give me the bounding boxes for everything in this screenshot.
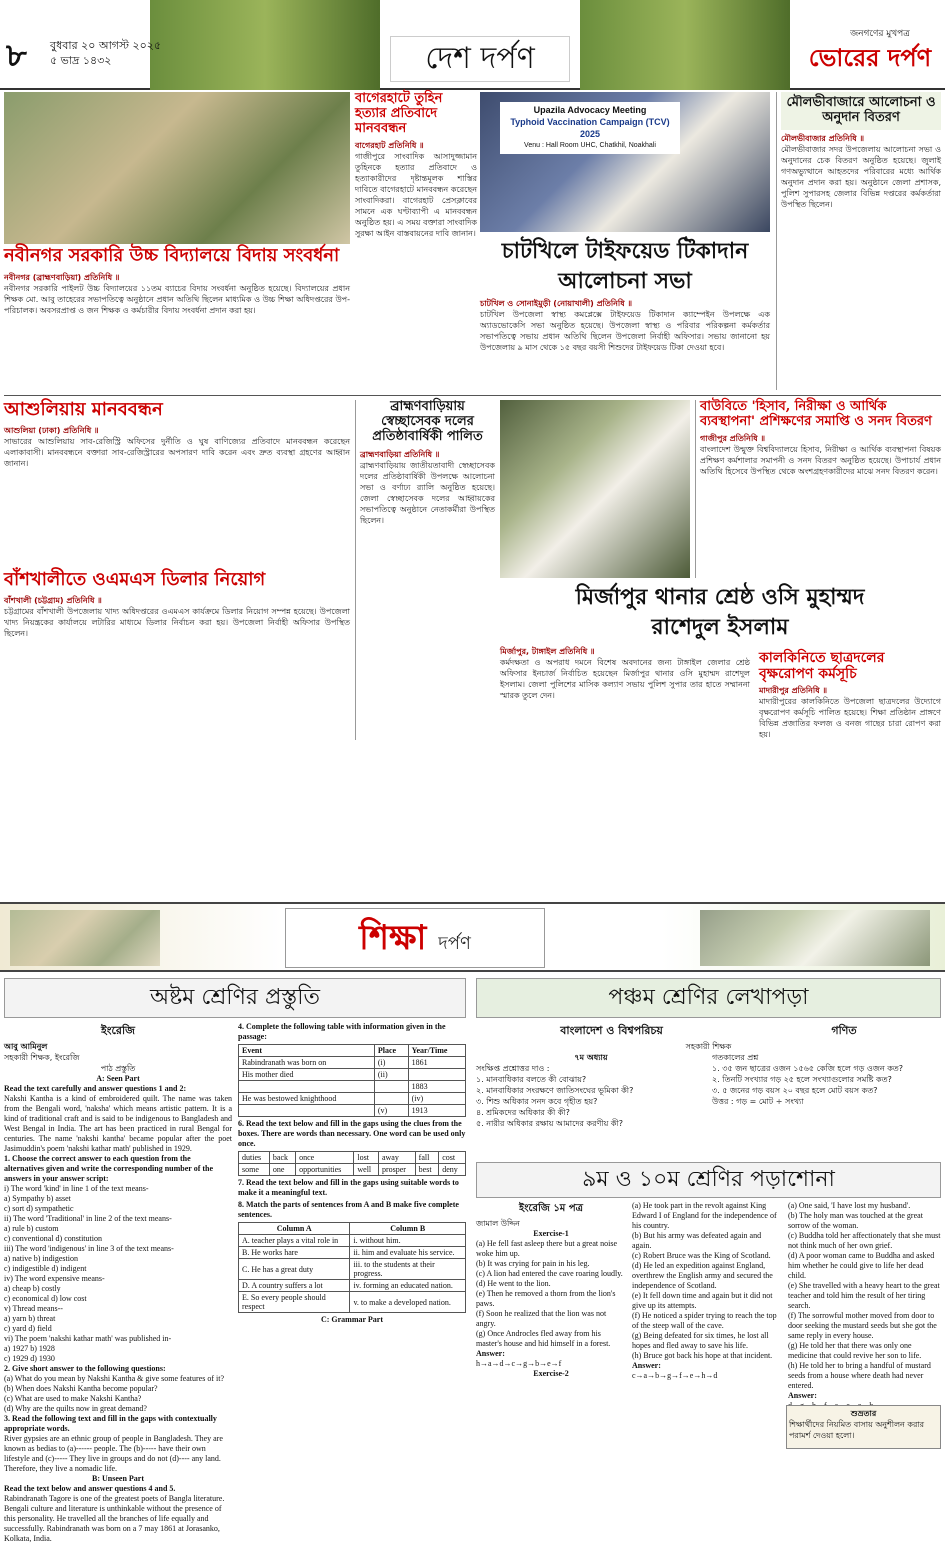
story2-byline: বাগেরহাট প্রতিনিধি ॥ xyxy=(355,140,424,150)
exercise-item: (d) He went to the lion. xyxy=(476,1279,551,1288)
story10 xyxy=(755,650,941,898)
word-box-cell: duties xyxy=(239,1152,270,1164)
education-section-title: শিক্ষা দর্পণ xyxy=(285,908,545,968)
class910-ex1-items xyxy=(476,1239,626,1349)
table-cell xyxy=(374,1081,408,1093)
answer2: c→a→b→g→f→e→h→d xyxy=(632,1371,718,1380)
class5-author: সহকারী শিক্ষক xyxy=(685,1042,732,1051)
table-row xyxy=(239,1081,466,1093)
class8-table xyxy=(238,1044,466,1117)
option-line: a) cheap b) costly xyxy=(4,1284,61,1293)
class5-item: ২. মানবাধিকার সংরক্ষণে জাতিসংঘের ভূমিকা কী? xyxy=(476,1086,634,1095)
story3-photo xyxy=(480,92,770,232)
exercise-item: (c) Buddha told her affectionately that she must not think much of her own grief. xyxy=(788,1231,941,1250)
masthead-photo-strip-right xyxy=(580,0,790,90)
class910-ex1: Exercise-1 xyxy=(533,1229,569,1238)
masthead-photo-strip-left xyxy=(150,0,380,90)
option-line: vi) The poem 'nakshi kathar math' was published in- xyxy=(4,1334,172,1343)
class910-answer1: h→a→d→c→g→b→e→f xyxy=(476,1359,562,1368)
table-cell xyxy=(408,1069,465,1081)
question-line: (b) When does Nakshi Kantha become popular? xyxy=(4,1384,158,1393)
option-line: c) 1929 d) 1930 xyxy=(4,1354,55,1363)
word-box-cell: prosper xyxy=(378,1164,415,1176)
class910-ex2: Exercise-2 xyxy=(533,1369,569,1378)
class910-answer1-label: Answer: xyxy=(476,1349,505,1358)
match-cell: ii. him and evaluate his service. xyxy=(350,1247,466,1259)
exercise-item: (c) A lion had entered the cave roaring loudly. xyxy=(476,1269,623,1278)
table-cell: (ii) xyxy=(374,1069,408,1081)
table-header-cell: Event xyxy=(239,1045,375,1057)
class8-section-b: B: Unseen Part xyxy=(92,1474,144,1483)
class910-author: জামাল উদ্দিন xyxy=(476,1219,520,1228)
story10-headline: কালকিনিতে ছাত্রদলের বৃক্ষরোপণ কর্মসূচি xyxy=(759,650,885,683)
story6-headline: বাঁশখালীতে ওএমএস ডিলার নিয়োগ xyxy=(4,569,266,590)
section-title: দেশ দর্পণ xyxy=(390,36,570,82)
story4-headline: মৌলভীবাজারে আলোচনা ও অনুদান বিতরণ xyxy=(781,92,941,130)
exercise-item: (b) It was crying for pain in his leg. xyxy=(476,1259,590,1268)
story7-body: ব্রাহ্মণবাড়িয়ায় জাতীয়তাবাদী স্বেচ্ছাসেবক দলের প্রতিষ্ঠাবার্ষিকী উপলক্ষে আলোচনা সভা ও বর্ণাঢ্য র‍্যালি অনুষ্ঠিত হয়েছে। জেলা স্বেচ্ছাসেবক দলের আহ্বায়কের সভাপতিত্বে অনুষ্ঠানে নেতাকর্মীরা উপস্থিত ছিলেন। xyxy=(360,460,495,525)
exercise-item: (h) He told her to bring a handful of mustard seeds from a house where death had never entered. xyxy=(788,1361,931,1390)
table-cell: (iv) xyxy=(408,1093,465,1105)
story3-headline: চাটখিলে টাইফয়েড টিকাদান আলোচনা সভা xyxy=(501,238,749,294)
option-line: c) conventional d) constitution xyxy=(4,1234,102,1243)
class5-item: ৫. নারীর অধিকার রক্ষায় আমাদের করণীয় কী? xyxy=(476,1119,623,1128)
table-cell xyxy=(239,1081,375,1093)
story9 xyxy=(695,400,941,578)
match-cell: v. to make a developed nation. xyxy=(350,1292,466,1313)
class8-author-role: সহকারী শিক্ষক, ইংরেজি xyxy=(4,1053,80,1062)
class5-math-item: গতকালের প্রশ্ন xyxy=(712,1053,759,1062)
exercise-item: (e) She travelled with a heavy heart to the great teacher and told him the result of her tiring search. xyxy=(788,1281,940,1310)
question-line: (c) What are used to make Nakshi Kantha? xyxy=(4,1394,142,1403)
story5-headline: আশুলিয়ায় মানববন্ধন xyxy=(4,399,163,420)
band-image-left xyxy=(10,910,160,966)
exercise-item: (e) It fell down time and again but it did not give up its attempts. xyxy=(632,1291,773,1310)
class8-q8: 8. Match the parts of sentences from A and B make five complete sentences. xyxy=(238,1200,459,1219)
class5-math-items xyxy=(712,1052,941,1129)
class5-math-item: ১. ৩৫ জন ছাত্রের ওজন ১৫৬৫ কেজি হলে গড় ওজন কত? xyxy=(712,1064,904,1073)
option-line: i) The word 'kind' in line 1 of the text means- xyxy=(4,1184,149,1193)
story8-headline: মির্জাপুর থানার শ্রেষ্ঠ ওসি মুহাম্মদ রাশেদুল ইসলাম xyxy=(575,584,865,640)
story5-byline: আশুলিয়া (ঢাকা) প্রতিনিধি ॥ xyxy=(4,425,99,435)
word-box-cell: back xyxy=(269,1152,295,1164)
class910-title: ৯ম ও ১০ম শ্রেণির পড়াশোনা xyxy=(476,1162,941,1198)
class8-q3-text: River gypsies are an ethnic group of people in Bangladesh. They are known as bedias to (a)------ people. The (b)----- have their own lifestyle and (c)----- They live in groups and do not (d)---- any land. Therefore, they live a nomadic life. xyxy=(4,1434,223,1473)
table-cell: 1883 xyxy=(408,1081,465,1093)
class8-q2: 2. Give short answer to the following questions: xyxy=(4,1364,166,1373)
word-box-cell: some xyxy=(239,1164,270,1176)
story5 xyxy=(4,400,350,568)
class8-q7: 7. Read the text below and fill in the gaps using suitable words to make it a meaningful text. xyxy=(238,1178,459,1197)
class5-math-item: ২. তিনটি সংখ্যার গড় ২৫ হলে সংখ্যাগুলোর সমষ্টি কত? xyxy=(712,1075,892,1084)
exercise-item: (f) The sorrowful mother moved from door to door seeking the mustard seeds but she got the same reply in every house. xyxy=(788,1311,937,1340)
exercise-item: (a) One said, 'I have lost my husband'. xyxy=(788,1201,911,1210)
option-line: c) economical d) low cost xyxy=(4,1294,87,1303)
option-line: a) Sympathy b) asset xyxy=(4,1194,71,1203)
class8-q1: Read the text carefully and answer questions 1 and 2: xyxy=(4,1084,187,1093)
class8-title: অষ্টম শ্রেণির প্রস্তুতি xyxy=(4,978,466,1018)
table-header-cell: Year/Time xyxy=(408,1045,465,1057)
class910-col-c xyxy=(788,1201,941,1411)
word-box-cell: well xyxy=(354,1164,379,1176)
class910-ex3-items xyxy=(788,1201,941,1391)
option-line: a) rule b) custom xyxy=(4,1224,59,1233)
option-line: c) indigestible d) indigent xyxy=(4,1264,87,1273)
story9-body: বাংলাদেশ উন্মুক্ত বিশ্ববিদ্যালয়ে হিসাব, নিরীক্ষা ও আর্থিক ব্যবস্থাপনা বিষয়ক প্রশিক্ষণ কর্মশালার সমাপনী ও সনদ বিতরণ অনুষ্ঠিত হয়েছে। উপাচার্য প্রধান অতিথি হিসেবে উপস্থিত থেকে অংশগ্রহণকারীদের মাঝে সনদ বিতরণ করেন। xyxy=(700,444,941,476)
class8-q6: 6. Read the text below and fill in the gaps using the clues from the boxes. There are words than necessary. One word can be used only once. xyxy=(238,1119,466,1148)
match-cell: A. teacher plays a vital role in xyxy=(239,1235,350,1247)
option-line: ii) The word 'Traditional' in line 2 of the text means- xyxy=(4,1214,172,1223)
class5-item: সংক্ষিপ্ত প্রশ্নোত্তর দাও : xyxy=(476,1064,550,1073)
table-cell: He was bestowed knighthood xyxy=(239,1093,375,1105)
page-number: ৮ xyxy=(6,36,27,74)
story4-body: মৌলভীবাজার সদর উপজেলায় আলোচনা সভা ও অনুদানের চেক বিতরণ অনুষ্ঠিত হয়েছে। জুলাই গণঅভ্যুত্থানে আহতদের পরিবারের মধ্যে আর্থিক অনুদান প্রদান করা হয়। অনুষ্ঠানে জেলা প্রশাসক, পুলিশ সুপারসহ জেলার বিভিন্ন দপ্তরের কর্মকর্তারা উপস্থিত ছিলেন। xyxy=(781,144,941,209)
story6 xyxy=(4,570,350,740)
class8-q4b: 4. Complete the following table with information given in the passage: xyxy=(238,1022,446,1041)
class8-section-a: A: Seen Part xyxy=(96,1074,140,1083)
notice-text: শিক্ষার্থীদের নিয়মিত বাসায় অনুশীলন করার পরামর্শ দেওয়া হলো। xyxy=(789,1420,925,1440)
match-cell: E. So every people should respect xyxy=(239,1292,350,1313)
class910-answer3-label: Answer: xyxy=(788,1391,817,1400)
story9-byline: গাজীপুর প্রতিনিধি ॥ xyxy=(700,433,766,443)
word-box-cell: best xyxy=(415,1164,439,1176)
story6-byline: বাঁশখালী (চট্টগ্রাম) প্রতিনিধি ॥ xyxy=(4,595,102,605)
class8-word-box xyxy=(238,1151,466,1176)
match-cell: iii. to the students at their progress. xyxy=(350,1259,466,1280)
story8-photo xyxy=(500,400,690,578)
notice-title: শুভ্রতার xyxy=(850,1409,877,1418)
class5-math-item: উত্তর : গড় = মোট ÷ সংখ্যা xyxy=(712,1097,804,1106)
exercise-item: (d) He led an expedition against England, overthrew the English army and secured the independence of Scotland. xyxy=(632,1261,773,1290)
word-box-cell: one xyxy=(269,1164,295,1176)
exercise-item: (b) But his army was defeated again and again. xyxy=(632,1231,762,1250)
option-line: a) native b) indigestion xyxy=(4,1254,78,1263)
match-cell: C. He has a great duty xyxy=(239,1259,350,1280)
class8-match-table xyxy=(238,1222,466,1313)
class8-q4-text: Rabindranath Tagore is one of the greatest poets of Bangla literature. Bengali culture and literature is unthinkable without the presence of this personality. He travelled all the branches of life equally and successfully. Rabindranath was born on a 7 may 1861 at Jorasanko, Kolkata, India. xyxy=(4,1494,225,1543)
table-cell: 1861 xyxy=(408,1057,465,1069)
match-cell: iv. forming an educated nation. xyxy=(350,1280,466,1292)
class5-subject1: বাংলাদেশ ও বিশ্বপরিচয় xyxy=(560,1024,663,1037)
class8-q2-items xyxy=(4,1374,232,1414)
table-cell: 1913 xyxy=(408,1105,465,1117)
class8-column xyxy=(4,978,466,1543)
table-cell: (v) xyxy=(374,1105,408,1117)
word-box-cell: opportunities xyxy=(296,1164,354,1176)
word-box-cell: fall xyxy=(415,1152,439,1164)
match-header-cell: Column B xyxy=(350,1223,466,1235)
table-cell: (i) xyxy=(374,1057,408,1069)
match-cell: D. A country suffers a lot xyxy=(239,1280,350,1292)
class5-subject2: গণিত xyxy=(831,1024,857,1037)
exercise-item: (e) Then he removed a thorn from the lion's paws. xyxy=(476,1289,616,1308)
table-row xyxy=(239,1093,466,1105)
story4-byline: মৌলভীবাজার প্রতিনিধি ॥ xyxy=(781,133,865,143)
class8-passage: Nakshi Kantha is a kind of embroidered quilt. The name was taken from the Bengali word, 'naksha' which means artistic pattern. It is a kind of traditional craft and is said to be indigenous to Bangladesh and West Bengal in India. The art has been practiced in rural Bengal for centuries. The name 'nakshi kantha' became popular after the poet Jasimuddin's poem 'nakshi kathar math' published in 1929. xyxy=(4,1094,232,1153)
class8-subject: ইংরেজি xyxy=(101,1024,135,1037)
table-row xyxy=(239,1069,466,1081)
class8-prep: পাঠ প্রস্তুতি xyxy=(100,1064,136,1073)
class5-item: ১. মানবাধিকার বলতে কী বোঝায়? xyxy=(476,1075,587,1084)
option-line: c) sort d) sympathetic xyxy=(4,1204,74,1213)
class5-col-a xyxy=(476,1052,706,1129)
divider xyxy=(4,395,941,396)
exercise-item: (b) The holy man was touched at the great sorrow of the woman. xyxy=(788,1211,923,1230)
match-header-cell: Column A xyxy=(239,1223,350,1235)
band-image-right xyxy=(700,910,930,966)
logo-tagline: জনগণের মুখপত্র xyxy=(850,29,910,39)
class910-subject: ইংরেজি ১ম পত্র xyxy=(519,1203,583,1214)
class8-q3: 3. Read the following text and fill in the gaps with contextually appropriate words. xyxy=(4,1414,217,1433)
story3-banner: Upazila Advocacy Meeting Typhoid Vaccination Campaign (TCV) 2025 Venu : Hall Room UHC, Chatkhil, Noakhali xyxy=(500,102,680,154)
class5-math-item: ৩. ৫ জনের গড় বয়স ২০ বছর হলে মোট বয়স কত? xyxy=(712,1086,878,1095)
question-line: (d) Why are the quilts now in great demand? xyxy=(4,1404,147,1413)
answer2-label: Answer: xyxy=(632,1361,661,1370)
table-header-cell: Place xyxy=(374,1045,408,1057)
question-line: (a) What do you mean by Nakshi Kantha & give some features of it? xyxy=(4,1374,225,1383)
table-cell: His mother died xyxy=(239,1069,375,1081)
class8-col-b xyxy=(238,1022,466,1544)
option-line: c) yard d) field xyxy=(4,1324,52,1333)
notice-box xyxy=(786,1405,941,1449)
class8-choose: 1. Choose the correct answer to each question from the alternatives given and write the corresponding number of the answers in your answer script: xyxy=(4,1154,214,1183)
class5-items xyxy=(476,1063,706,1129)
table-row xyxy=(239,1105,466,1117)
class8-grammar: C: Grammar Part xyxy=(320,1315,384,1324)
story4 xyxy=(776,92,941,390)
table-cell xyxy=(374,1093,408,1105)
table-cell: Rabindranath was born on xyxy=(239,1057,375,1069)
exercise-item: (g) Once Androcles fled away from his master's house and hid himself in a forest. xyxy=(476,1329,611,1348)
option-line: iv) The word expensive means- xyxy=(4,1274,105,1283)
exercise-item: (d) A poor woman came to Buddha and asked him whether he could give to life her dead child. xyxy=(788,1251,935,1280)
word-box-cell: once xyxy=(296,1152,354,1164)
exercise-item: (h) Bruce got back his hope at that incident. xyxy=(632,1351,773,1360)
class910-ex2-items xyxy=(632,1201,782,1411)
story1-headline: নবীনগর সরকারি উচ্চ বিদ্যালয়ে বিদায় সংবর্ধনা xyxy=(4,245,340,266)
class8-options xyxy=(4,1184,232,1364)
story2-headline: বাগেরহাটে তুহিন হত্যার প্রতিবাদে মানববন্ধন xyxy=(355,91,443,136)
exercise-item: (g) Being defeated for six times, he lost all hopes and fled away to save his life. xyxy=(632,1331,769,1350)
story9-headline: বাউবিতে 'হিসাব, নিরীক্ষা ও আর্থিক ব্যবস্থাপনা' প্রশিক্ষণের সমাপ্তি ও সনদ বিতরণ xyxy=(700,399,932,429)
class5-item: ৪. শ্রমিকদের অধিকার কী কী? xyxy=(476,1108,570,1117)
exercise-item: (f) Soon he realized that the lion was not angry. xyxy=(476,1309,607,1328)
story10-byline: মাদারীপুর প্রতিনিধি ॥ xyxy=(759,686,827,696)
class8-q4: Read the text below and answer questions 4 and 5. xyxy=(4,1484,176,1493)
exercise-item: (a) He took part in the revolt against King Edward I of England for the independence of his country. xyxy=(632,1201,777,1230)
exercise-item: (f) He noticed a spider trying to reach the top of the steep wall of the cave. xyxy=(632,1311,777,1330)
option-line: iii) The word 'indigenous' in line 3 of the text means- xyxy=(4,1244,174,1253)
option-line: a) 1927 b) 1928 xyxy=(4,1344,55,1353)
option-line: v) Thread means-- xyxy=(4,1304,63,1313)
table-row xyxy=(239,1057,466,1069)
exercise-item: (a) He fell fast asleep there but a great noise woke him up. xyxy=(476,1239,618,1258)
story7-headline: ব্রাহ্মণবাড়িয়ায় স্বেচ্ছাসেবক দলের প্রতিষ্ঠাবার্ষিকী পালিত xyxy=(372,399,483,444)
date-line: বুধবার ২০ আগস্ট ২০২৫ ৫ ভাদ্র ১৪৩২ xyxy=(50,39,162,67)
match-cell: B. He works hare xyxy=(239,1247,350,1259)
option-line: a) yarn b) threat xyxy=(4,1314,56,1323)
exercise-item: (g) He told her that there was only one medicine that could revive her son to life. xyxy=(788,1341,922,1360)
story10-body: মাদারীপুরের কালকিনিতে উপজেলা ছাত্রদলের উদ্যোগে বৃক্ষরোপণ কর্মসূচি পালিত হয়েছে। শিক্ষা প্রতিষ্ঠান প্রাঙ্গণে বিভিন্ন প্রজাতির ফলজ ও বনজ গাছের চারা রোপণ করা হয়। xyxy=(759,697,941,740)
match-cell: i. without him. xyxy=(350,1235,466,1247)
class5-item: ৩. শিশু অধিকার সনদ কবে গৃহীত হয়? xyxy=(476,1097,598,1106)
story2-body: গাজীপুরে সাংবাদিক আসাদুজ্জামান তুহিনকে হত্যার প্রতিবাদে ও হত্যাকারীদের দৃষ্টান্তমূলক শাস্তির দাবিতে বাগেরহাটে মানববন্ধন করেছেন সাংবাদিকরা। বাগেরহাট প্রেসক্লাবের সামনে এক ঘণ্টাব্যাপী এ মানববন্ধন অনুষ্ঠিত হয়। এ সময় বক্তারা সাংবাদিক সুরক্ষা আইন বাস্তবায়নের দাবি জানান। xyxy=(355,151,477,238)
story7 xyxy=(355,400,495,740)
exercise-item: (c) Robert Bruce was the King of Scotland. xyxy=(632,1251,771,1260)
word-box-cell: away xyxy=(378,1152,415,1164)
word-box-cell: lost xyxy=(354,1152,379,1164)
class5-column xyxy=(476,978,941,1158)
story5-body: সাভারের আশুলিয়ায় সাব-রেজিস্ট্রি অফিসের দুর্নীতি ও ঘুষ বাণিজ্যের প্রতিবাদে মানববন্ধন করেছেন এলাকাবাসী। মানববন্ধনে বক্তারা সাব-রেজিস্ট্রারের অপসারণ দাবি করেন এবং দ্রুত ব্যবস্থা গ্রহণের আহ্বান জানান। xyxy=(4,436,350,468)
story1-body: নবীনগর (ব্রাহ্মণবাড়িয়া) প্রতিনিধি ॥ নবীনগর সরকারি পাইলট উচ্চ বিদ্যালয়ের ১১তম ব্যাচের বিদায় সংবর্ধনা অনুষ্ঠিত হয়েছে। বিদ্যালয়ের প্রধান শিক্ষক মো. আবু তাহেরের সভাপতিত্বে অনুষ্ঠানে প্রধান অতিথি ছিলেন মাধ্যমিক ও উচ্চ শিক্ষা অধিদপ্তরের উপ-পরিচালক। অবসরপ্রাপ্ত ও জন শিক্ষক ও কর্মচারীর বিদায় সংবর্ধনা প্রদান করা হয়। xyxy=(4,273,350,315)
story1-photo xyxy=(4,92,350,244)
class8-author: আবু আমিনুল xyxy=(4,1042,48,1051)
table-cell xyxy=(239,1105,375,1117)
story7-byline: ব্রাহ্মণবাড়িয়া প্রতিনিধি ॥ xyxy=(360,449,440,459)
masthead xyxy=(0,0,945,90)
class8-col-a xyxy=(4,1022,232,1544)
story3-body: চাটখিল ও সোনাইমুড়ী (নোয়াখালী) প্রতিনিধি ॥ চাটখিল উপজেলা স্বাস্থ্য কমপ্লেক্সে টাইফয়েড টিকাদান ক্যাম্পেইন উপলক্ষে এক অ্যাডভোকেসি সভা অনুষ্ঠিত হয়েছে। উপজেলা স্বাস্থ্য ও পরিবার পরিকল্পনা কর্মকর্তার সভাপতিত্বে সভায় প্রধান অতিথি ছিলেন উপজেলা নির্বাহী অফিসার। সভায় জানানো হয় উপজেলায় ৯ মাস থেকে ১৫ বছর বয়সী শিশুদের টাইফয়েড টিকা দেওয়া হবে। xyxy=(480,299,770,352)
newspaper-logo: ভোরের দর্পণ xyxy=(808,44,932,72)
word-box-cell: deny xyxy=(439,1164,466,1176)
story2 xyxy=(355,92,477,390)
class910-col-a xyxy=(476,1201,626,1411)
word-box-cell: cost xyxy=(439,1152,466,1164)
story8-body: মির্জাপুর, টাঙ্গাইল প্রতিনিধি ॥ কর্মদক্ষতা ও অপরাধ দমনে বিশেষ অবদানের জন্য টাঙ্গাইল জেলার শ্রেষ্ঠ অফিসার ইনচার্জ নির্বাচিত হয়েছেন মির্জাপুর থানার ওসি মুহাম্মদ রাশেদুল ইসলাম। জেলা পুলিশের মাসিক কল্যাণ সভায় পুলিশ সুপার তার হাতে সম্মাননা স্মারক তুলে দেন। xyxy=(500,647,750,700)
story6-body: চট্টগ্রামের বাঁশখালী উপজেলায় খাদ্য অধিদপ্তরের ওএমএস কার্যক্রমে ডিলার নিয়োগ সম্পন্ন হয়েছে। উপজেলা খাদ্য নিয়ন্ত্রকের কার্যালয়ে লটারির মাধ্যমে ডিলার নির্বাচন করা হয়। উপজেলা নির্বাহী অফিসার উপস্থিত ছিলেন। xyxy=(4,606,350,638)
class5-chapter: ৭ম অধ্যায় xyxy=(574,1053,608,1062)
class5-title: পঞ্চম শ্রেণির লেখাপড়া xyxy=(476,978,941,1018)
